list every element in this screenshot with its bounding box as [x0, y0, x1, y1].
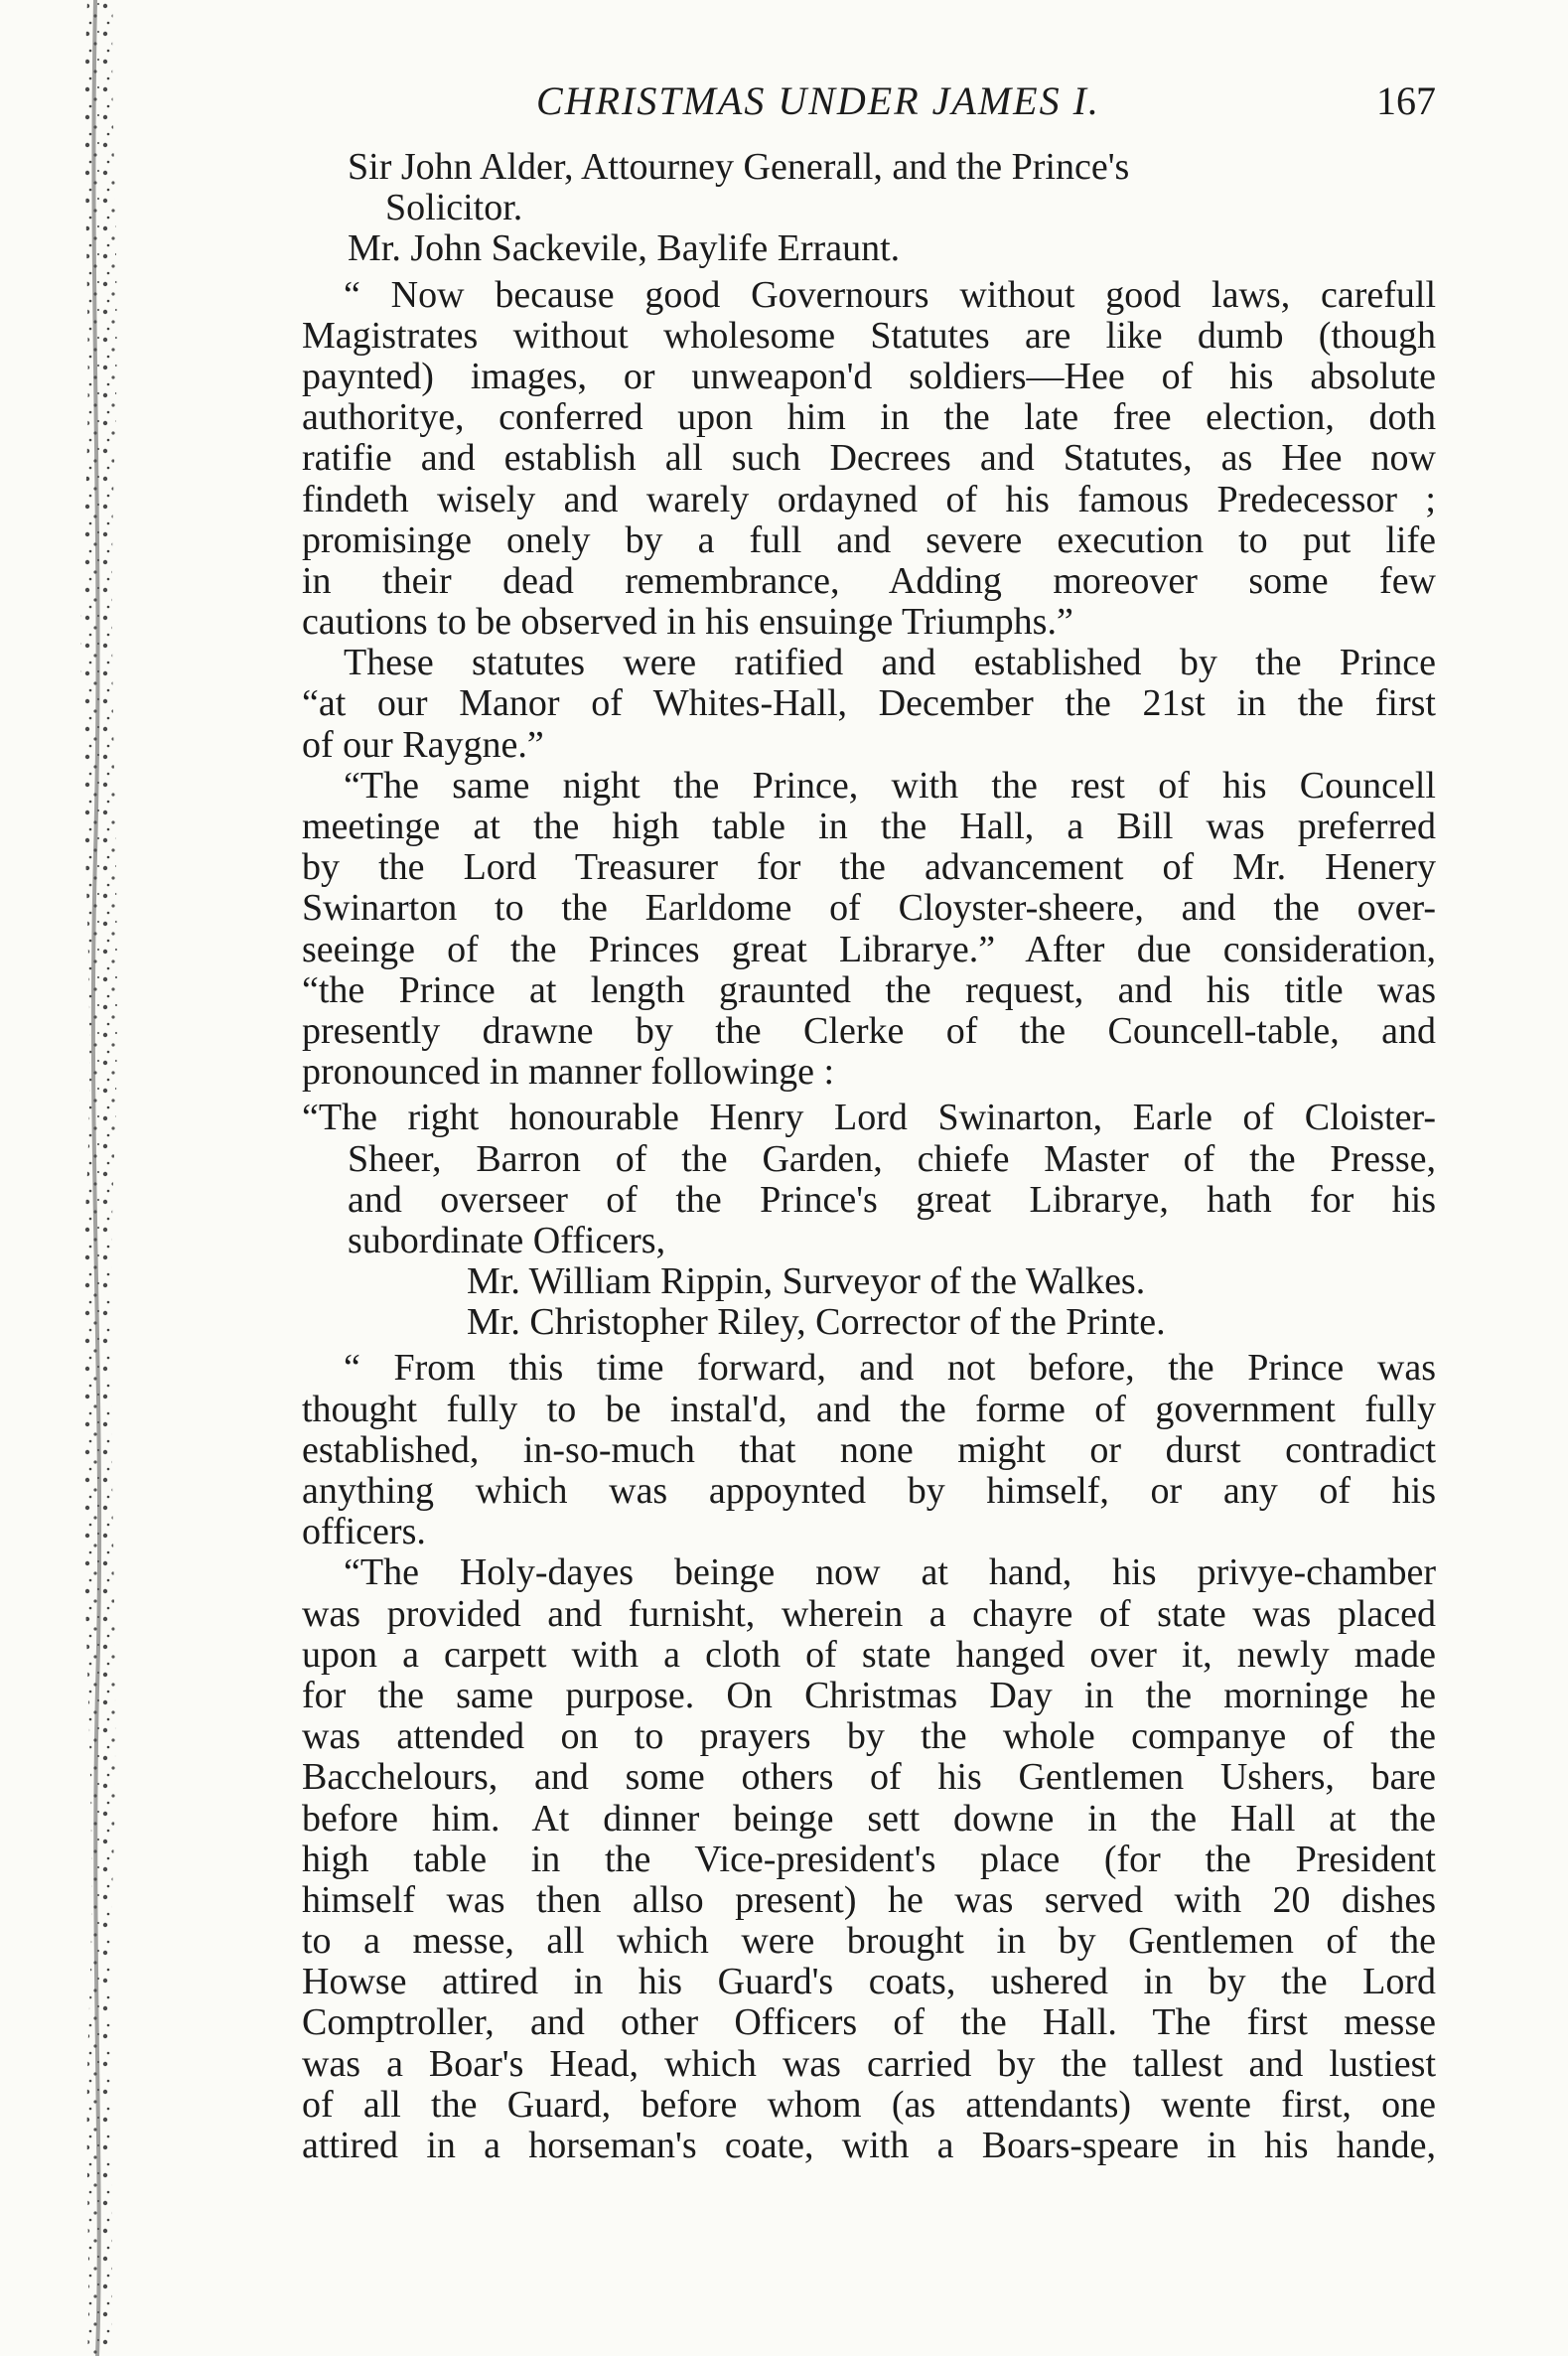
running-title: CHRISTMAS UNDER JAMES I. — [536, 78, 1100, 123]
officer-entry — [302, 147, 1436, 228]
text-line: high table in the Vice-president's place (for the President — [302, 1838, 1436, 1880]
subordinate-officer: Mr. Christopher Riley, Corrector of the Printe. — [467, 1301, 1166, 1344]
text-line: meetinge at the high table in the Hall, a Bill was preferred — [302, 806, 1436, 847]
text-line: himself was then allso present) he was served with 20 dishes — [302, 1878, 1436, 1921]
text-line: subordinate Officers, — [348, 1219, 666, 1261]
text-line: Howse attired in his Guard's coats, ushered in by the Lord — [302, 1961, 1436, 2003]
text-line: attired in a horseman's coate, with a Boars-speare in his hande, — [302, 2125, 1436, 2166]
text-line: was a Boar's Head, which was carried by the tallest and lustiest — [302, 2042, 1436, 2085]
text-line: “The Holy-dayes beinge now at hand, his privye-chamber — [344, 1551, 1436, 1594]
text-line: “ Now because good Governours without good laws, carefull — [344, 273, 1436, 316]
body-text — [302, 147, 1436, 2166]
paragraph — [302, 1552, 1436, 2166]
text-line: These statutes were ratified and established by the Prince — [344, 642, 1436, 684]
page-number: 167 — [1376, 78, 1436, 123]
text-line: for the same purpose. On Christmas Day in the morninge he — [302, 1674, 1436, 1716]
text-line: “the Prince at length graunted the request, and his title was — [302, 968, 1436, 1011]
text-line: Sir John Alder, Attourney Generall, and the Prince's — [348, 146, 1130, 188]
text-line: in their dead remembrance, Adding moreover some few — [302, 559, 1436, 602]
text-line: established, in-so-much that none might or durst contradict — [302, 1428, 1436, 1471]
title-block — [302, 1098, 1436, 1343]
text-line: promisinge onely by a full and severe execution to put life — [302, 518, 1436, 561]
text-line: and overseer of the Prince's great Librarye, hath for his — [348, 1178, 1436, 1221]
text-line: was provided and furnisht, wherein a chayre of state was placed — [302, 1592, 1436, 1635]
text-line: seeinge of the Princes great Librarye.” After due consideration, — [302, 928, 1436, 970]
paragraph — [302, 1348, 1436, 1552]
paragraph — [302, 643, 1436, 766]
text-line: thought fully to be instal'd, and the forme of government fully — [302, 1388, 1436, 1430]
text-line: Solicitor. — [385, 187, 523, 229]
text-line: of our Raygne.” — [302, 723, 544, 766]
text-line: Mr. John Sackevile, Baylife Erraunt. — [348, 227, 901, 270]
paragraph — [302, 766, 1436, 1094]
text-line: Sheer, Barron of the Garden, chiefe Master of the Presse, — [348, 1137, 1436, 1180]
binding-shadow — [30, 0, 149, 2356]
running-head — [298, 72, 1436, 131]
text-line: “The same night the Prince, with the rest of his Councell — [344, 764, 1436, 807]
text-line: Swinarton to the Earldome of Cloyster-sheere, and the over- — [302, 887, 1436, 930]
subordinate-officer: Mr. William Rippin, Surveyor of the Walkes. — [467, 1260, 1146, 1303]
officer-entry — [302, 228, 1436, 269]
text-line: ratifie and establish all such Decrees and Statutes, as Hee now — [302, 437, 1436, 480]
text-line: “ From this time forward, and not before, the Prince was — [344, 1347, 1436, 1390]
text-line: pronounced in manner followinge : — [302, 1051, 835, 1094]
text-line: was attended on to prayers by the whole companye of the — [302, 1715, 1436, 1758]
text-line: anything which was appoynted by himself, or any of his — [302, 1470, 1436, 1512]
text-line: presently drawne by the Clerke of the Councell-table, and — [302, 1009, 1436, 1052]
text-line: Comptroller, and other Officers of the Hall. The first messe — [302, 2001, 1436, 2044]
text-line: “at our Manor of Whites-Hall, December the 21st in the first — [302, 682, 1436, 725]
text-line: upon a carpett with a cloth of state hanged over it, newly made — [302, 1633, 1436, 1676]
paragraph — [302, 275, 1436, 644]
text-line: Magistrates without wholesome Statutes are like dumb (though — [302, 314, 1436, 357]
text-line: to a messe, all which were brought in by Gentlemen of the — [302, 1920, 1436, 1963]
text-line: cautions to be observed in his ensuinge Triumphs.” — [302, 601, 1073, 644]
text-line: by the Lord Treasurer for the advancement of Mr. Henery — [302, 846, 1436, 889]
text-line: paynted) images, or unweapon'd soldiers—Hee of his absolute — [302, 355, 1436, 397]
text-line: before him. At dinner beinge sett downe in the Hall at the — [302, 1797, 1436, 1840]
text-line: findeth wisely and warely ordayned of his famous Predecessor ; — [302, 478, 1436, 520]
text-line: authoritye, conferred upon him in the late free election, doth — [302, 396, 1436, 439]
text-line: Bacchelours, and some others of his Gentlemen Ushers, bare — [302, 1756, 1436, 1799]
text-line: “The right honourable Henry Lord Swinarton, Earle of Cloister- — [302, 1097, 1436, 1139]
text-line: of all the Guard, before whom (as attendants) wente first, one — [302, 2083, 1436, 2126]
text-line: officers. — [302, 1511, 426, 1553]
